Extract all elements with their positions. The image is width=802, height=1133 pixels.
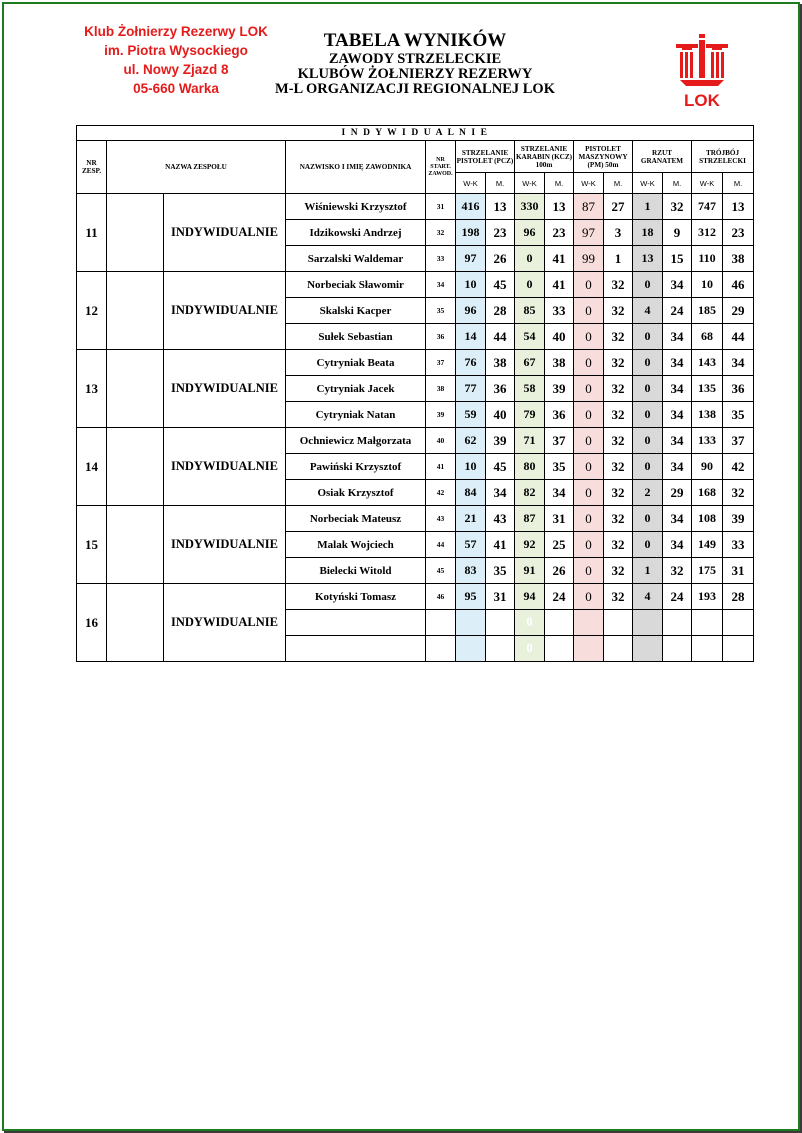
start-number: 45 bbox=[426, 558, 456, 584]
score-pistol-m: 28 bbox=[486, 298, 515, 324]
header-pistol: STRZELANIE PISTOLET (PCZ) bbox=[456, 141, 515, 173]
player-name: Bielecki Witold bbox=[286, 558, 426, 584]
score-smg-m: 1 bbox=[604, 246, 633, 272]
start-number: 41 bbox=[426, 454, 456, 480]
score-smg-wk: 0 bbox=[574, 272, 604, 298]
score-pistol-m: 23 bbox=[486, 220, 515, 246]
score-grenade-wk: 0 bbox=[633, 506, 663, 532]
score-triathlon-wk: 168 bbox=[692, 480, 723, 506]
score-triathlon-wk: 110 bbox=[692, 246, 723, 272]
score-triathlon-wk: 68 bbox=[692, 324, 723, 350]
score-rifle-m bbox=[545, 636, 574, 662]
team-blank-cell bbox=[107, 272, 164, 350]
header-triathlon-wk: W-K bbox=[692, 173, 723, 194]
score-rifle-wk: 0 bbox=[515, 246, 545, 272]
results-body bbox=[77, 194, 754, 662]
score-rifle-wk: 54 bbox=[515, 324, 545, 350]
score-grenade-m: 32 bbox=[663, 558, 692, 584]
score-triathlon-m: 39 bbox=[723, 506, 754, 532]
score-smg-m: 27 bbox=[604, 194, 633, 220]
score-smg-m: 32 bbox=[604, 324, 633, 350]
score-grenade-m: 34 bbox=[663, 376, 692, 402]
score-triathlon-wk: 135 bbox=[692, 376, 723, 402]
score-triathlon-m: 35 bbox=[723, 402, 754, 428]
score-triathlon-m: 32 bbox=[723, 480, 754, 506]
score-triathlon-m: 23 bbox=[723, 220, 754, 246]
header-smg-m: M. bbox=[604, 173, 633, 194]
table-row bbox=[77, 350, 754, 376]
header-pistol-wk: W-K bbox=[456, 173, 486, 194]
score-grenade-wk: 0 bbox=[633, 428, 663, 454]
score-triathlon-wk: 185 bbox=[692, 298, 723, 324]
score-grenade-wk: 4 bbox=[633, 584, 663, 610]
score-pistol-wk: 77 bbox=[456, 376, 486, 402]
score-triathlon-wk: 138 bbox=[692, 402, 723, 428]
score-rifle-wk: 58 bbox=[515, 376, 545, 402]
team-number: 13 bbox=[77, 350, 107, 428]
score-smg-wk: 0 bbox=[574, 428, 604, 454]
start-number: 46 bbox=[426, 584, 456, 610]
title-sub1: ZAWODY STRZELECKIE bbox=[328, 51, 502, 67]
score-grenade-m: 24 bbox=[663, 584, 692, 610]
start-number: 34 bbox=[426, 272, 456, 298]
score-smg-wk: 0 bbox=[574, 376, 604, 402]
title-main: TABELA WYNIKÓW bbox=[323, 30, 507, 51]
team-blank-cell bbox=[107, 428, 164, 506]
score-rifle-m: 41 bbox=[545, 246, 574, 272]
score-smg-wk: 0 bbox=[574, 454, 604, 480]
table-row bbox=[77, 428, 754, 454]
score-grenade-m: 34 bbox=[663, 532, 692, 558]
score-rifle-m: 13 bbox=[545, 194, 574, 220]
score-smg-m: 32 bbox=[604, 350, 633, 376]
score-grenade-wk: 0 bbox=[633, 454, 663, 480]
score-rifle-wk: 0 bbox=[515, 610, 545, 636]
club-city: 05-660 Warka bbox=[133, 81, 219, 96]
start-number: 37 bbox=[426, 350, 456, 376]
score-pistol-wk: 76 bbox=[456, 350, 486, 376]
score-rifle-m: 26 bbox=[545, 558, 574, 584]
score-pistol-wk: 59 bbox=[456, 402, 486, 428]
score-rifle-m: 39 bbox=[545, 376, 574, 402]
header-start-no: NR START. ZAWOD. bbox=[426, 141, 456, 194]
score-grenade-wk: 13 bbox=[633, 246, 663, 272]
score-grenade-wk: 1 bbox=[633, 558, 663, 584]
score-smg-m bbox=[604, 636, 633, 662]
score-triathlon-wk: 133 bbox=[692, 428, 723, 454]
table-row bbox=[77, 272, 754, 298]
score-pistol-m: 38 bbox=[486, 350, 515, 376]
team-name: INDYWIDUALNIE bbox=[164, 506, 286, 584]
score-pistol-wk: 96 bbox=[456, 298, 486, 324]
player-name: Cytryniak Natan bbox=[286, 402, 426, 428]
score-grenade-wk: 0 bbox=[633, 376, 663, 402]
player-name: Cytryniak Jacek bbox=[286, 376, 426, 402]
score-rifle-wk: 85 bbox=[515, 298, 545, 324]
start-number: 31 bbox=[426, 194, 456, 220]
score-grenade-m: 24 bbox=[663, 298, 692, 324]
start-number: 39 bbox=[426, 402, 456, 428]
score-triathlon-m: 33 bbox=[723, 532, 754, 558]
header-triathlon: TRÓJBÓJ STRZELECKI bbox=[692, 141, 754, 173]
score-pistol-m: 40 bbox=[486, 402, 515, 428]
score-pistol-wk: 416 bbox=[456, 194, 486, 220]
score-pistol-m: 43 bbox=[486, 506, 515, 532]
start-number: 33 bbox=[426, 246, 456, 272]
document-title bbox=[240, 30, 590, 97]
score-grenade-m: 34 bbox=[663, 272, 692, 298]
score-rifle-m: 25 bbox=[545, 532, 574, 558]
score-smg-m: 32 bbox=[604, 272, 633, 298]
score-rifle-wk: 91 bbox=[515, 558, 545, 584]
score-pistol-wk: 97 bbox=[456, 246, 486, 272]
score-grenade-m: 15 bbox=[663, 246, 692, 272]
score-grenade-wk bbox=[633, 610, 663, 636]
score-rifle-m: 35 bbox=[545, 454, 574, 480]
team-number: 12 bbox=[77, 272, 107, 350]
score-rifle-wk: 87 bbox=[515, 506, 545, 532]
player-name: Norbeciak Mateusz bbox=[286, 506, 426, 532]
start-number: 42 bbox=[426, 480, 456, 506]
score-rifle-wk: 67 bbox=[515, 350, 545, 376]
score-smg-wk: 0 bbox=[574, 350, 604, 376]
score-smg-m: 32 bbox=[604, 428, 633, 454]
score-pistol-m: 13 bbox=[486, 194, 515, 220]
score-triathlon-m: 37 bbox=[723, 428, 754, 454]
score-smg-m: 32 bbox=[604, 584, 633, 610]
player-name: Kotyński Tomasz bbox=[286, 584, 426, 610]
score-pistol-m: 26 bbox=[486, 246, 515, 272]
score-rifle-m: 34 bbox=[545, 480, 574, 506]
score-grenade-wk: 2 bbox=[633, 480, 663, 506]
player-name: Norbeciak Sławomir bbox=[286, 272, 426, 298]
team-number: 14 bbox=[77, 428, 107, 506]
table-row bbox=[77, 584, 754, 610]
score-triathlon-wk: 143 bbox=[692, 350, 723, 376]
player-name: Osiak Krzysztof bbox=[286, 480, 426, 506]
score-pistol-wk: 10 bbox=[456, 272, 486, 298]
score-rifle-m: 31 bbox=[545, 506, 574, 532]
score-pistol-wk: 198 bbox=[456, 220, 486, 246]
score-smg-wk: 0 bbox=[574, 324, 604, 350]
score-smg-m: 3 bbox=[604, 220, 633, 246]
team-number: 16 bbox=[77, 584, 107, 662]
score-triathlon-wk: 175 bbox=[692, 558, 723, 584]
score-smg-m: 32 bbox=[604, 558, 633, 584]
score-grenade-wk: 0 bbox=[633, 324, 663, 350]
score-smg-m: 32 bbox=[604, 532, 633, 558]
score-pistol-wk: 10 bbox=[456, 454, 486, 480]
score-triathlon-m: 28 bbox=[723, 584, 754, 610]
player-name: Pawiński Krzysztof bbox=[286, 454, 426, 480]
score-pistol-m: 45 bbox=[486, 272, 515, 298]
score-grenade-m: 32 bbox=[663, 194, 692, 220]
score-triathlon-m: 44 bbox=[723, 324, 754, 350]
header-grenade: RZUT GRANATEM bbox=[633, 141, 692, 173]
score-triathlon-wk: 312 bbox=[692, 220, 723, 246]
header-pistol-m: M. bbox=[486, 173, 515, 194]
header-grenade-m: M. bbox=[663, 173, 692, 194]
section-title: I N D Y W I D U A L N I E bbox=[77, 126, 754, 141]
start-number: 35 bbox=[426, 298, 456, 324]
score-grenade-m: 34 bbox=[663, 454, 692, 480]
header-grenade-wk: W-K bbox=[633, 173, 663, 194]
score-smg-wk: 87 bbox=[574, 194, 604, 220]
score-smg-m: 32 bbox=[604, 480, 633, 506]
header-player: NAZWISKO I IMIĘ ZAWODNIKA bbox=[286, 141, 426, 194]
start-number: 43 bbox=[426, 506, 456, 532]
team-blank-cell bbox=[107, 584, 164, 662]
score-rifle-wk: 330 bbox=[515, 194, 545, 220]
score-rifle-m: 41 bbox=[545, 272, 574, 298]
team-name: INDYWIDUALNIE bbox=[164, 272, 286, 350]
team-number: 11 bbox=[77, 194, 107, 272]
start-number: 32 bbox=[426, 220, 456, 246]
score-smg-wk: 0 bbox=[574, 480, 604, 506]
score-grenade-wk: 0 bbox=[633, 532, 663, 558]
score-rifle-wk: 96 bbox=[515, 220, 545, 246]
score-pistol-wk: 83 bbox=[456, 558, 486, 584]
score-smg-wk: 0 bbox=[574, 402, 604, 428]
score-pistol-m: 35 bbox=[486, 558, 515, 584]
score-grenade-m: 34 bbox=[663, 324, 692, 350]
score-grenade-wk: 0 bbox=[633, 272, 663, 298]
logo-text: LOK bbox=[684, 91, 720, 110]
player-name: Malak Wojciech bbox=[286, 532, 426, 558]
score-smg-m: 32 bbox=[604, 376, 633, 402]
score-triathlon-wk: 90 bbox=[692, 454, 723, 480]
score-smg-wk: 0 bbox=[574, 532, 604, 558]
lok-logo-icon bbox=[672, 34, 732, 110]
score-grenade-m: 9 bbox=[663, 220, 692, 246]
score-smg-m bbox=[604, 610, 633, 636]
team-name: INDYWIDUALNIE bbox=[164, 350, 286, 428]
score-triathlon-m bbox=[723, 610, 754, 636]
player-name: Wiśniewski Krzysztof bbox=[286, 194, 426, 220]
score-rifle-m: 33 bbox=[545, 298, 574, 324]
team-number: 15 bbox=[77, 506, 107, 584]
start-number bbox=[426, 636, 456, 662]
header-smg-wk: W-K bbox=[574, 173, 604, 194]
score-rifle-wk: 79 bbox=[515, 402, 545, 428]
score-grenade-m: 34 bbox=[663, 506, 692, 532]
player-name: Cytryniak Beata bbox=[286, 350, 426, 376]
score-pistol-wk: 57 bbox=[456, 532, 486, 558]
score-triathlon-wk: 108 bbox=[692, 506, 723, 532]
score-pistol-wk: 14 bbox=[456, 324, 486, 350]
score-rifle-m: 24 bbox=[545, 584, 574, 610]
score-triathlon-m: 31 bbox=[723, 558, 754, 584]
score-grenade-wk: 0 bbox=[633, 402, 663, 428]
start-number: 36 bbox=[426, 324, 456, 350]
score-pistol-m: 45 bbox=[486, 454, 515, 480]
start-number bbox=[426, 610, 456, 636]
score-rifle-m: 38 bbox=[545, 350, 574, 376]
score-rifle-m: 23 bbox=[545, 220, 574, 246]
score-rifle-m: 40 bbox=[545, 324, 574, 350]
score-pistol-wk bbox=[456, 636, 486, 662]
team-name: INDYWIDUALNIE bbox=[164, 584, 286, 662]
score-triathlon-wk: 747 bbox=[692, 194, 723, 220]
score-rifle-m bbox=[545, 610, 574, 636]
score-smg-m: 32 bbox=[604, 402, 633, 428]
score-rifle-wk: 92 bbox=[515, 532, 545, 558]
results-table bbox=[76, 125, 754, 662]
score-smg-wk: 0 bbox=[574, 558, 604, 584]
player-name bbox=[286, 610, 426, 636]
team-blank-cell bbox=[107, 194, 164, 272]
score-pistol-m bbox=[486, 636, 515, 662]
score-rifle-m: 36 bbox=[545, 402, 574, 428]
score-grenade-wk bbox=[633, 636, 663, 662]
score-triathlon-m: 42 bbox=[723, 454, 754, 480]
score-grenade-wk: 4 bbox=[633, 298, 663, 324]
header-team-name: NAZWA ZESPOŁU bbox=[107, 141, 286, 194]
header-rifle-m: M. bbox=[545, 173, 574, 194]
team-blank-cell bbox=[107, 350, 164, 428]
header-triathlon-m: M. bbox=[723, 173, 754, 194]
team-blank-cell bbox=[107, 506, 164, 584]
score-grenade-wk: 0 bbox=[633, 350, 663, 376]
score-smg-wk bbox=[574, 610, 604, 636]
score-pistol-wk: 62 bbox=[456, 428, 486, 454]
score-pistol-wk: 84 bbox=[456, 480, 486, 506]
score-pistol-m: 34 bbox=[486, 480, 515, 506]
start-number: 44 bbox=[426, 532, 456, 558]
score-rifle-m: 37 bbox=[545, 428, 574, 454]
score-pistol-m bbox=[486, 610, 515, 636]
start-number: 38 bbox=[426, 376, 456, 402]
score-rifle-wk: 94 bbox=[515, 584, 545, 610]
score-pistol-m: 39 bbox=[486, 428, 515, 454]
score-smg-wk: 0 bbox=[574, 584, 604, 610]
score-triathlon-wk bbox=[692, 610, 723, 636]
club-name: Klub Żołnierzy Rezerwy LOK bbox=[84, 24, 268, 39]
score-smg-wk: 0 bbox=[574, 298, 604, 324]
header-rifle-wk: W-K bbox=[515, 173, 545, 194]
player-name: Skalski Kacper bbox=[286, 298, 426, 324]
score-pistol-m: 36 bbox=[486, 376, 515, 402]
score-grenade-wk: 18 bbox=[633, 220, 663, 246]
player-name bbox=[286, 636, 426, 662]
start-number: 40 bbox=[426, 428, 456, 454]
score-grenade-wk: 1 bbox=[633, 194, 663, 220]
score-pistol-m: 44 bbox=[486, 324, 515, 350]
score-smg-m: 32 bbox=[604, 506, 633, 532]
score-pistol-wk bbox=[456, 610, 486, 636]
table-row bbox=[77, 506, 754, 532]
title-sub2: KLUBÓW ŻOŁNIERZY REZERWY bbox=[297, 66, 533, 82]
score-triathlon-m: 13 bbox=[723, 194, 754, 220]
table-row bbox=[77, 194, 754, 220]
score-triathlon-m: 29 bbox=[723, 298, 754, 324]
score-smg-m: 32 bbox=[604, 454, 633, 480]
score-grenade-m: 29 bbox=[663, 480, 692, 506]
score-triathlon-m: 36 bbox=[723, 376, 754, 402]
player-name: Sarzalski Waldemar bbox=[286, 246, 426, 272]
score-rifle-wk: 0 bbox=[515, 272, 545, 298]
score-rifle-wk: 0 bbox=[515, 636, 545, 662]
score-smg-wk: 0 bbox=[574, 506, 604, 532]
score-smg-m: 32 bbox=[604, 298, 633, 324]
score-rifle-wk: 82 bbox=[515, 480, 545, 506]
score-grenade-m: 34 bbox=[663, 402, 692, 428]
title-sub3: M-L ORGANIZACJI REGIONALNEJ LOK bbox=[275, 81, 555, 97]
score-triathlon-wk bbox=[692, 636, 723, 662]
score-grenade-m: 34 bbox=[663, 350, 692, 376]
player-name: Idzikowski Andrzej bbox=[286, 220, 426, 246]
score-pistol-m: 41 bbox=[486, 532, 515, 558]
score-pistol-wk: 21 bbox=[456, 506, 486, 532]
team-name: INDYWIDUALNIE bbox=[164, 194, 286, 272]
club-street: ul. Nowy Zjazd 8 bbox=[123, 62, 229, 77]
score-triathlon-wk: 193 bbox=[692, 584, 723, 610]
score-grenade-m: 34 bbox=[663, 428, 692, 454]
score-triathlon-wk: 10 bbox=[692, 272, 723, 298]
score-rifle-wk: 71 bbox=[515, 428, 545, 454]
score-grenade-m bbox=[663, 636, 692, 662]
player-name: Sułek Sebastian bbox=[286, 324, 426, 350]
score-triathlon-m: 34 bbox=[723, 350, 754, 376]
header-smg: PISTOLET MASZYNOWY (PM) 50m bbox=[574, 141, 633, 173]
score-smg-wk: 99 bbox=[574, 246, 604, 272]
score-rifle-wk: 80 bbox=[515, 454, 545, 480]
score-triathlon-wk: 149 bbox=[692, 532, 723, 558]
score-triathlon-m: 46 bbox=[723, 272, 754, 298]
team-name: INDYWIDUALNIE bbox=[164, 428, 286, 506]
score-pistol-m: 31 bbox=[486, 584, 515, 610]
score-triathlon-m: 38 bbox=[723, 246, 754, 272]
score-smg-wk bbox=[574, 636, 604, 662]
header-team-no: NR ZESP. bbox=[77, 141, 107, 194]
player-name: Ochniewicz Małgorzata bbox=[286, 428, 426, 454]
score-grenade-m bbox=[663, 610, 692, 636]
header-rifle: STRZELANIE KARABIN (KCZ) 100m bbox=[515, 141, 574, 173]
score-pistol-wk: 95 bbox=[456, 584, 486, 610]
club-patron: im. Piotra Wysockiego bbox=[104, 43, 248, 58]
score-triathlon-m bbox=[723, 636, 754, 662]
score-smg-wk: 97 bbox=[574, 220, 604, 246]
